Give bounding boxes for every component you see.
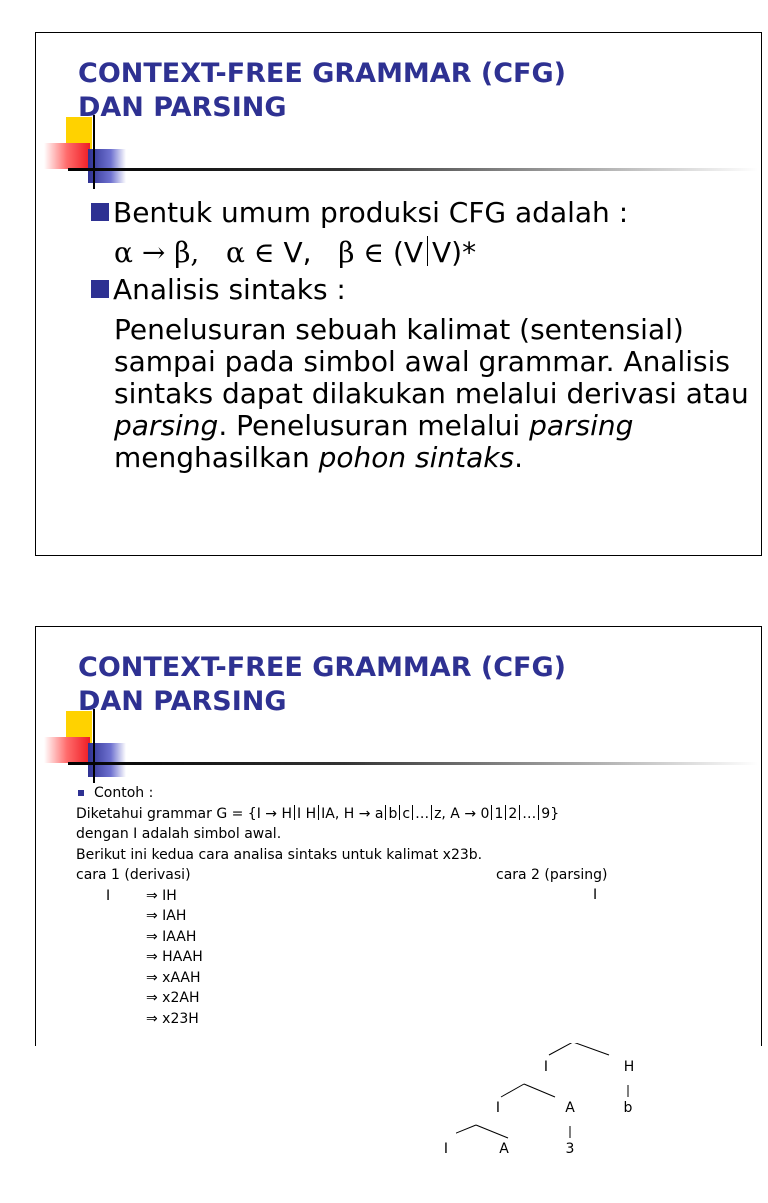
derivation-step-text: ⇒ IH xyxy=(146,887,177,904)
title-rule xyxy=(68,762,758,765)
bar xyxy=(519,805,520,820)
grammar-part: z, A → 0 xyxy=(434,805,490,822)
tree-node: I xyxy=(543,1059,549,1075)
title-line-2: DAN PARSING xyxy=(78,686,287,717)
grammar-part: … xyxy=(415,805,430,822)
cara1-label: cara 1 (derivasi) xyxy=(76,867,191,883)
square-bullet-icon xyxy=(91,280,109,298)
italic-term: parsing xyxy=(529,409,634,442)
intro-line: Berikut ini kedua cara analisa sintaks untuk kalimat x23b. xyxy=(76,846,483,863)
tree-edge xyxy=(456,1125,476,1138)
tree-node: 3 xyxy=(565,1141,575,1157)
bullet-text: Analisis sintaks : xyxy=(113,273,346,306)
grammar-part: … xyxy=(522,805,537,822)
tree-edge xyxy=(476,1125,508,1138)
union-bar xyxy=(427,236,428,266)
paragraph xyxy=(114,314,751,474)
derivation-list xyxy=(76,886,756,1030)
grammar-note: dengan I adalah simbol awal. xyxy=(76,826,282,842)
derivation-step xyxy=(76,947,756,968)
para-text: Penelusuran sebuah kalimat (sentensial) sampai pada simbol awal grammar. Analisis sintaks dapat dilakukan melalui derivasi atau xyxy=(114,313,749,410)
derivation-step-text: ⇒ IAAH xyxy=(146,928,197,945)
title-line-2: DAN PARSING xyxy=(78,92,287,123)
beta-in: β ∈ xyxy=(338,236,385,269)
tree-node: A xyxy=(565,1100,575,1116)
bar xyxy=(399,805,400,820)
slide-body xyxy=(91,197,751,474)
derivation-step-text: ⇒ x2AH xyxy=(146,990,200,1006)
tree-edge xyxy=(501,1084,524,1097)
italic-term: parsing xyxy=(114,409,219,442)
bar xyxy=(538,805,539,820)
derivation-step xyxy=(76,906,756,927)
derivation-step xyxy=(76,927,756,948)
paren-open: (V xyxy=(392,236,424,269)
tree-edge xyxy=(524,1084,555,1097)
grammar-part: 2 xyxy=(508,805,518,822)
bullet-text: Bentuk umum produksi CFG adalah : xyxy=(113,196,629,229)
italic-term: pohon sintaks xyxy=(318,441,515,474)
bar xyxy=(505,805,506,820)
cara-header xyxy=(76,865,756,886)
tree-node: I xyxy=(443,1141,449,1157)
decoration-line xyxy=(93,709,95,783)
grammar-part: b xyxy=(388,805,398,822)
red-square xyxy=(44,143,90,169)
grammar-part: IA, H → a xyxy=(321,805,384,822)
para-text: menghasilkan xyxy=(114,441,319,474)
derivation-step-text: ⇒ xAAH xyxy=(146,969,201,986)
derivation-start: I xyxy=(106,887,111,904)
grammar-part: Diketahui grammar G = {I → H xyxy=(76,805,293,822)
square-bullet-icon xyxy=(91,203,109,221)
derivation-step-text: ⇒ HAAH xyxy=(146,949,203,965)
grammar-part: c xyxy=(402,805,411,822)
contoh-line xyxy=(76,783,756,804)
para-text: . xyxy=(514,441,523,474)
derivation-step xyxy=(76,988,756,1009)
slide-title xyxy=(78,57,566,125)
arrow-symbol: → xyxy=(141,236,166,269)
tree-node: A xyxy=(499,1141,509,1157)
paren-close: V)* xyxy=(432,236,477,269)
production-formula xyxy=(114,236,751,269)
red-square xyxy=(44,737,90,763)
bar xyxy=(491,805,492,820)
derivation-step xyxy=(76,1009,756,1030)
bar xyxy=(431,805,432,820)
square-bullet-icon xyxy=(78,790,84,796)
bullet-item xyxy=(91,274,751,306)
derivation-step xyxy=(76,968,756,989)
tree-root: I xyxy=(593,887,598,903)
slide-title xyxy=(78,651,566,719)
title-rule xyxy=(68,168,758,171)
alpha-in: α ∈ xyxy=(226,236,275,269)
tree-node: I xyxy=(495,1100,501,1116)
bar xyxy=(412,805,413,820)
bar xyxy=(294,805,295,820)
decoration-line xyxy=(93,115,95,189)
tree-edge xyxy=(549,1043,573,1055)
bar xyxy=(385,805,386,820)
derivation-step-text: ⇒ IAH xyxy=(146,908,187,924)
title-line-1: CONTEXT-FREE GRAMMAR (CFG) xyxy=(78,652,566,683)
slide-2 xyxy=(35,626,762,1157)
tree-node: H xyxy=(623,1059,635,1075)
bullet-item xyxy=(91,197,751,229)
cara2-label: cara 2 (parsing) xyxy=(496,867,608,883)
derivation-step xyxy=(76,886,756,907)
grammar-part: 9} xyxy=(541,805,560,822)
tree-edges xyxy=(456,1043,716,1203)
contoh-text: Contoh : xyxy=(94,785,154,801)
v-symbol: V, xyxy=(283,236,312,269)
beta-symbol: β, xyxy=(174,236,200,269)
slide-body xyxy=(76,783,756,1157)
tree-node: b xyxy=(623,1100,633,1116)
bar xyxy=(318,805,319,820)
slide-1 xyxy=(35,32,762,556)
tree-edge xyxy=(573,1043,609,1055)
grammar-line xyxy=(76,804,756,825)
title-line-1: CONTEXT-FREE GRAMMAR (CFG) xyxy=(78,58,566,89)
grammar-part: 1 xyxy=(494,805,504,822)
derivation-step-text: ⇒ x23H xyxy=(146,1010,199,1027)
grammar-part: I H xyxy=(297,805,317,822)
alpha-symbol: α xyxy=(114,236,133,269)
parse-tree xyxy=(443,1043,716,1203)
para-text: . Penelusuran melalui xyxy=(218,409,530,442)
